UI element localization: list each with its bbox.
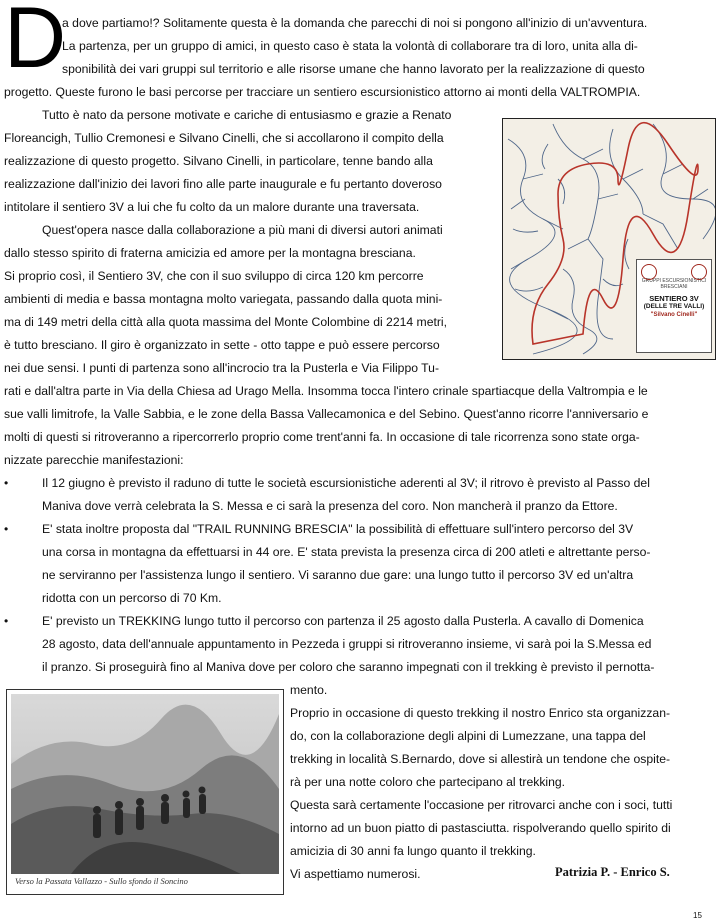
- text-line: Floreancigh, Tullio Cremonesi e Silvano Cinelli, che si accollarono il compito della: [4, 131, 444, 145]
- photo-scene: [11, 694, 279, 874]
- photo-caption: Verso la Passata Vallazzo - Sullo sfondo il Soncino: [15, 876, 188, 886]
- drop-cap: D: [4, 0, 67, 86]
- text-line: realizzazione dall'inizio dei lavori fino alle parte inaugurale e fu pertanto doveroso: [4, 177, 442, 191]
- legend-organization: GRUPPI ESCURSIONISTICI BRESCIANI: [641, 278, 707, 290]
- text-line: trekking in località S.Bernardo, dove si allestirà un tendone che ospite-: [290, 752, 671, 766]
- club-logo-icon: [691, 264, 707, 280]
- list-item-text: il pranzo. Si proseguirà fino al Maniva dove per coloro che saranno impegnati con il trekking è previsto il pernotta-: [42, 660, 655, 674]
- text-line: amicizia di 30 anni fa lungo quanto il trekking.: [290, 844, 536, 858]
- map-legend: [636, 259, 712, 353]
- photo-image: [11, 694, 279, 874]
- text-line: rati e dall'altra parte in Via della Chiesa ad Urago Mella. Insomma tocca l'intero crinale spartiacque della Valtrompia e le: [4, 384, 648, 398]
- page-number: 15: [693, 911, 702, 920]
- text-line: dallo stesso spirito di fraterna amicizia ed amore per la montagna bresciana.: [4, 246, 416, 260]
- text-line: molti di questi si ritroveranno a ripercorrerlo proprio come trent'anni fa. In occasione di tale ricorrenza sono state orga-: [4, 430, 640, 444]
- text-line: ambienti di media e bassa montagna molto variegata, passando dalla quota mini-: [4, 292, 443, 306]
- bullet-marker: •: [4, 476, 9, 490]
- legend-subtitle: (DELLE TRE VALLI): [643, 303, 705, 310]
- list-item-text: una corsa in montagna da effettuarsi in 44 ore. E' stata prevista la presenza circa di 200 atleti e altrettante perso-: [42, 545, 651, 559]
- list-item-text: E' previsto un TREKKING lungo tutto il percorso con partenza il 25 agosto dalla Pusterla. A cavallo di Domenica: [42, 614, 644, 628]
- text-line: progetto. Queste furono le basi percorse per tracciare un sentiero escursionistico attorno ai monti della VALTROMPIA.: [4, 85, 641, 99]
- text-line: a dove partiamo!? Solitamente questa è la domanda che parecchi di noi si pongono all'inizio di un'avventura.: [62, 16, 648, 30]
- text-line: rà per una notte coloro che partecipano al trekking.: [290, 775, 566, 789]
- bullet-marker: •: [4, 522, 9, 536]
- text-line: sponibilità dei vari gruppi sul territorio e alle risorse umane che hanno lavorato per la realizzazione di questo: [62, 62, 645, 76]
- list-item-text: 28 agosto, data dell'annuale appuntamento in Pezzeda i gruppi si ritroveranno insieme, vi sarà poi la S.Messa ed: [42, 637, 652, 651]
- legend-title: SENTIERO 3V: [649, 294, 699, 303]
- text-line: Questa sarà certamente l'occasione per ritrovarci anche con i soci, tutti: [290, 798, 673, 812]
- text-line: La partenza, per un gruppo di amici, in questo caso è stata la volontà di collaborare tra di loro, unita alla di-: [62, 39, 638, 53]
- list-item-text: ridotta con un percorso di 70 Km.: [42, 591, 222, 605]
- list-item-text: Il 12 giugno è previsto il raduno di tutte le società escursionistiche aderenti al 3V; il ritrovo è previsto al Passo del: [42, 476, 650, 490]
- text-line: sue valli limitrofe, la Valle Sabbia, e le zone della Bassa Vallecamonica e del Sebino. Quest'anno ricorre l'anniversario e: [4, 407, 649, 421]
- hikers-photo: [6, 689, 284, 895]
- list-item-text: mento.: [290, 683, 328, 697]
- legend-dedication: "Silvano Cinelli": [650, 312, 698, 318]
- text-line: Quest'opera nasce dalla collaborazione a più mani di diversi autori animati: [42, 223, 443, 237]
- text-line: do, con la collaborazione degli alpini di Lumezzane, una tappa del: [290, 729, 646, 743]
- text-line: Proprio in occasione di questo trekking il nostro Enrico sta organizzan-: [290, 706, 671, 720]
- list-item-text: E' stata inoltre proposta dal "TRAIL RUNNING BRESCIA" la possibilità di effettuare sull'intero percorso del 3V: [42, 522, 634, 536]
- list-item-text: Maniva dove verrà celebrata la S. Messa e ci sarà la presenza del coro. Non mancherà il pranzo da Ettore.: [42, 499, 618, 513]
- text-line: Tutto è nato da persone motivate e cariche di entusiasmo e grazie a Renato: [42, 108, 452, 122]
- text-line: intorno ad un buon piatto di pastasciutta. rispolverando quello spirito di: [290, 821, 671, 835]
- text-line: realizzazione di questo progetto. Silvano Cinelli, in particolare, tenne bando alla: [4, 154, 433, 168]
- club-logo-icon: [641, 264, 657, 280]
- text-line: ma di 149 metri della città alla quota massima del Monte Colombine di 2214 metri,: [4, 315, 448, 329]
- text-line: nei due sensi. I punti di partenza sono all'incrocio tra la Pusterla e Via Filippo Tu-: [4, 361, 439, 375]
- list-item-text: ne serviranno per l'assistenza lungo il sentiero. Vi saranno due gare: una lungo tutto il percorso 3V ed un'altra: [42, 568, 634, 582]
- text-line: è tutto bresciano. Il giro è organizzato in sette - otto tappe e può essere percorso: [4, 338, 440, 352]
- text-line: Vi aspettiamo numerosi.: [290, 867, 421, 881]
- authors-signature: Patrizia P. - Enrico S.: [555, 865, 670, 879]
- bullet-marker: •: [4, 614, 9, 628]
- text-line: nizzate parecchie manifestazioni:: [4, 453, 184, 467]
- text-line: Si proprio così, il Sentiero 3V, che con il suo sviluppo di circa 120 km percorre: [4, 269, 424, 283]
- text-line: intitolare il sentiero 3V a lui che fu colto da un malore durante una traversata.: [4, 200, 420, 214]
- route-map-image: [502, 118, 716, 360]
